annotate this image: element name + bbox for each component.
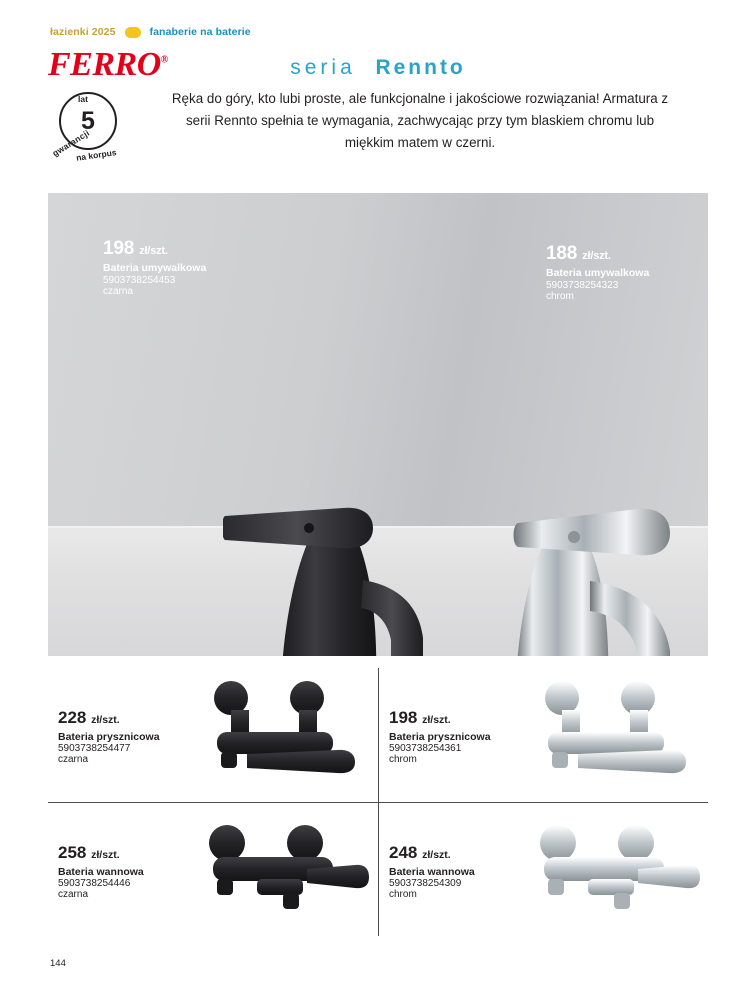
grid-product-2-price: 198 bbox=[389, 708, 418, 727]
product-cell-shower-black bbox=[48, 668, 378, 802]
grid-product-3-name: Bateria wannowa bbox=[58, 866, 144, 878]
hero-product-2-label bbox=[546, 243, 649, 302]
grid-product-4-unit: zł/szt. bbox=[422, 849, 451, 861]
breadcrumb-category-faucets: fanaberie na baterie bbox=[149, 26, 251, 38]
breadcrumb-category-bathrooms: łazienki 2025 bbox=[50, 26, 116, 38]
grid-product-4-price: 248 bbox=[389, 843, 418, 862]
product-cell-4-label bbox=[389, 843, 475, 900]
grid-product-4-finish: chrom bbox=[389, 889, 417, 900]
hero-product-2-name: Bateria umywalkowa bbox=[546, 267, 650, 279]
grid-product-1-price: 228 bbox=[58, 708, 87, 727]
grid-product-1-name: Bateria prysznicowa bbox=[58, 731, 160, 743]
grid-product-2-finish: chrom bbox=[389, 754, 417, 765]
grid-product-1-code: 5903738254477 bbox=[58, 743, 131, 754]
series-prefix: seria bbox=[290, 56, 356, 79]
grid-product-1-unit: zł/szt. bbox=[91, 714, 120, 726]
hero-photo bbox=[48, 193, 708, 656]
warranty-years: 5 bbox=[81, 106, 95, 135]
hero-product-1-code: 5903738254453 bbox=[103, 275, 176, 286]
product-cell-bath-black bbox=[48, 803, 378, 937]
warranty-body-label: na korpus bbox=[75, 147, 118, 163]
hero-product-2-price: 188 bbox=[546, 243, 578, 264]
product-cell-2-label bbox=[389, 708, 491, 765]
hero-product-2-code: 5903738254323 bbox=[546, 280, 619, 291]
hero-product-1-unit: zł/szt. bbox=[139, 245, 168, 257]
warranty-badge bbox=[48, 86, 134, 172]
chrome-shower-mixer-image bbox=[518, 674, 703, 794]
product-grid bbox=[48, 668, 708, 936]
hero-product-2-finish: chrom bbox=[546, 291, 574, 302]
chrome-faucet-image bbox=[478, 463, 708, 656]
grid-product-3-finish: czarna bbox=[58, 889, 89, 900]
series-title bbox=[0, 56, 756, 80]
product-cell-shower-chrome bbox=[379, 668, 709, 802]
hero-product-2-unit: zł/szt. bbox=[582, 250, 611, 262]
grid-product-2-name: Bateria prysznicowa bbox=[389, 731, 491, 743]
registered-trademark-icon: ® bbox=[160, 54, 168, 66]
black-shower-mixer-image bbox=[187, 674, 372, 794]
product-cell-1-label bbox=[58, 708, 160, 765]
product-cell-3-label bbox=[58, 843, 144, 900]
product-cell-bath-chrome bbox=[379, 803, 709, 937]
black-faucet-image bbox=[223, 468, 443, 656]
black-bath-mixer-image bbox=[187, 809, 372, 929]
hero-product-1-finish: czarna bbox=[103, 286, 134, 297]
breadcrumb bbox=[50, 26, 251, 38]
grid-product-3-code: 5903738254446 bbox=[58, 878, 131, 889]
grid-product-4-name: Bateria wannowa bbox=[389, 866, 475, 878]
grid-product-3-unit: zł/szt. bbox=[91, 849, 120, 861]
grid-product-4-code: 5903738254309 bbox=[389, 878, 462, 889]
hero-product-1-price: 198 bbox=[103, 238, 135, 259]
series-name: Rennto bbox=[375, 56, 466, 79]
brand-logo-text: FERRO bbox=[48, 46, 161, 83]
warranty-years-label: lat bbox=[78, 94, 88, 104]
chrome-bath-mixer-image bbox=[518, 809, 703, 929]
page-number: 144 bbox=[50, 958, 66, 969]
grid-product-3-price: 258 bbox=[58, 843, 87, 862]
hero-product-1-name: Bateria umywalkowa bbox=[103, 262, 207, 274]
grid-product-2-code: 5903738254361 bbox=[389, 743, 462, 754]
bullet-dot-icon bbox=[125, 27, 141, 38]
grid-product-1-finish: czarna bbox=[58, 754, 89, 765]
warranty-guarantee-label: gwarancji bbox=[50, 127, 92, 159]
grid-product-2-unit: zł/szt. bbox=[422, 714, 451, 726]
hero-product-1-label bbox=[103, 238, 206, 297]
intro-paragraph: Ręka do góry, kto lubi proste, ale funkcjonalne i jakościowe rozwiązania! Armatura z serii Rennto spełnia te wymagania, zachwycając przy tym blaskiem chromu lub miękkim matem w czerni. bbox=[171, 91, 669, 151]
